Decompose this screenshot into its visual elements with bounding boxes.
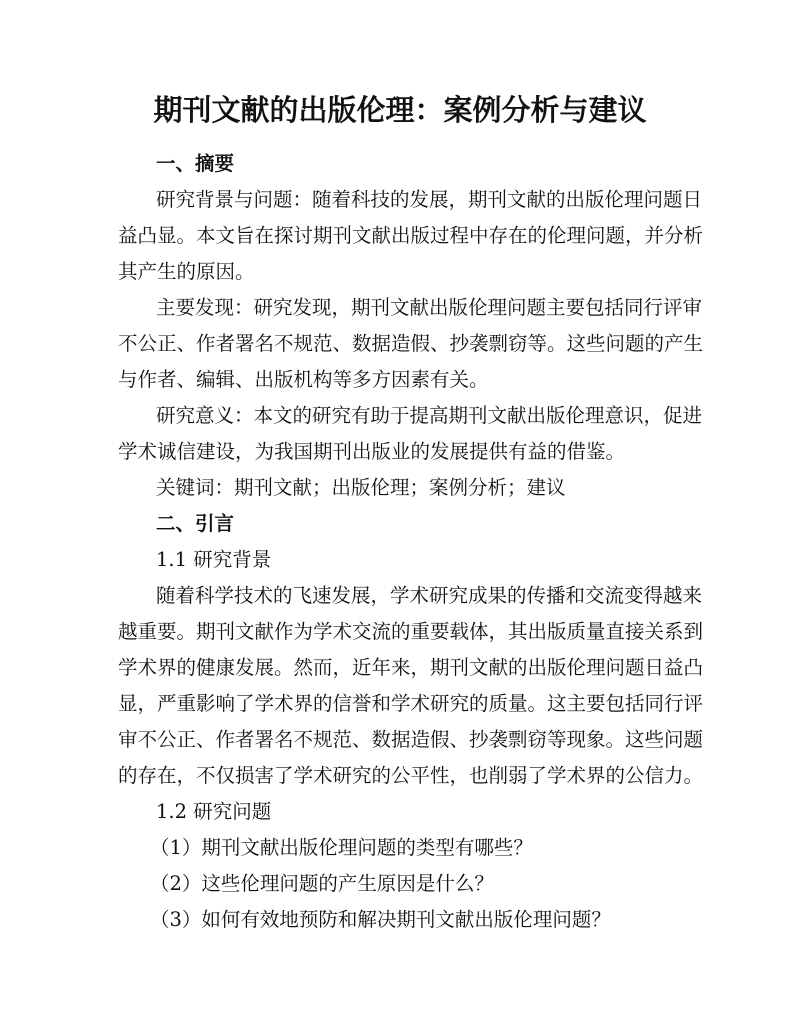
keywords-line: 关键词：期刊文献；出版伦理；案例分析；建议 xyxy=(156,476,566,499)
section-heading-introduction: 二、引言 xyxy=(156,512,235,535)
paragraph-line: 主要发现：研究发现，期刊文献出版伦理问题主要包括同行评审 xyxy=(156,296,703,319)
paragraph-line: 越重要。期刊文献作为学术交流的重要载体，其出版质量直接关系到 xyxy=(118,620,704,643)
subsection-heading-questions: 1.2 研究问题 xyxy=(156,800,272,823)
question-item: （2）这些伦理问题的产生原因是什么？ xyxy=(150,872,494,895)
subsection-heading-background: 1.1 研究背景 xyxy=(156,548,272,571)
question-item: （1）期刊文献出版伦理问题的类型有哪些？ xyxy=(150,836,533,859)
paragraph-line: 研究意义：本文的研究有助于提高期刊文献出版伦理意识，促进 xyxy=(156,404,703,427)
document-title: 期刊文献的出版伦理：案例分析与建议 xyxy=(153,93,647,127)
paragraph-line: 学术界的健康发展。然而，近年来，期刊文献的出版伦理问题日益凸 xyxy=(118,656,704,679)
paragraph-line: 研究背景与问题：随着科技的发展，期刊文献的出版伦理问题日 xyxy=(156,188,703,211)
paragraph-line: 不公正、作者署名不规范、数据造假、抄袭剽窃等。这些问题的产生 xyxy=(118,332,704,355)
section-heading-abstract: 一、摘要 xyxy=(156,152,235,175)
paragraph-line: 与作者、编辑、出版机构等多方因素有关。 xyxy=(118,368,489,391)
paragraph-line: 学术诚信建设，为我国期刊出版业的发展提供有益的借鉴。 xyxy=(118,440,626,463)
paragraph-line: 其产生的原因。 xyxy=(118,260,255,283)
question-item: （3）如何有效地预防和解决期刊文献出版伦理问题？ xyxy=(150,908,611,931)
paragraph-line: 益凸显。本文旨在探讨期刊文献出版过程中存在的伦理问题，并分析 xyxy=(118,224,704,247)
paragraph-line: 的存在，不仅损害了学术研究的公平性，也削弱了学术界的公信力。 xyxy=(118,764,704,787)
paragraph-line: 随着科学技术的飞速发展，学术研究成果的传播和交流变得越来 xyxy=(156,584,703,607)
paragraph-line: 显，严重影响了学术界的信誉和学术研究的质量。这主要包括同行评 xyxy=(118,692,704,715)
paragraph-line: 审不公正、作者署名不规范、数据造假、抄袭剽窃等现象。这些问题 xyxy=(118,728,704,751)
